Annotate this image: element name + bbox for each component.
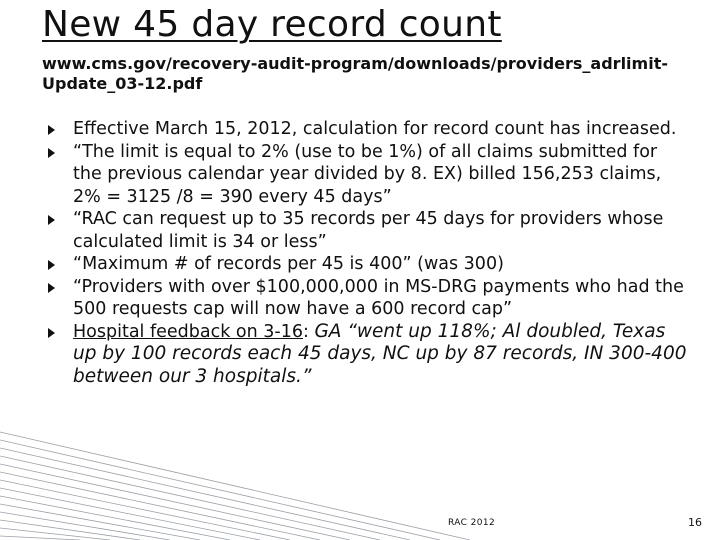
triangle-bullet-icon	[48, 125, 55, 135]
bullet-item	[48, 253, 688, 276]
bullet-item	[48, 141, 688, 209]
bullet-item	[48, 321, 688, 389]
bullet-item	[48, 208, 688, 253]
source-url: www.cms.gov/recovery-audit-program/downloads/providers_adrlimit-Update_03-12.pdf	[42, 54, 668, 93]
bullet-item	[48, 276, 688, 321]
triangle-bullet-icon	[48, 215, 55, 225]
triangle-bullet-icon	[48, 260, 55, 270]
decorative-lines	[0, 430, 470, 540]
bullet-separator: :	[303, 321, 315, 342]
page-number: 16	[688, 516, 702, 529]
slide-title: New 45 day record count	[42, 4, 502, 45]
bullet-text: “Providers with over $100,000,000 in MS-DRG payments who had the 500 requests cap will now have a 600 record cap”	[73, 276, 684, 319]
feedback-quote: GA “went up 118%; Al doubled, Texas up by 100 records each 45 days, NC up by 87 records, IN 300-400 between our 3 hospitals.”	[73, 320, 687, 387]
triangle-bullet-icon	[48, 148, 55, 158]
bullet-text: “RAC can request up to 35 records per 45 days for providers whose calculated limit is 34 or less”	[73, 209, 664, 252]
triangle-bullet-icon	[48, 283, 55, 293]
triangle-bullet-icon	[48, 328, 55, 338]
footer-text: RAC 2012	[448, 518, 496, 528]
hospital-feedback-link[interactable]: Hospital feedback on 3-16	[73, 321, 303, 342]
bullet-text: “Maximum # of records per 45 is 400” (was 300)	[73, 254, 504, 274]
bullet-text: Effective March 15, 2012, calculation for record count has increased.	[73, 119, 677, 139]
bullet-text: “The limit is equal to 2% (use to be 1%) of all claims submitted for the previous calendar year divided by 8. EX) billed 156,253 claims, 2% = 3125 /8 = 390 every 45 days”	[73, 141, 662, 207]
bullet-list	[48, 118, 688, 388]
bullet-item	[48, 118, 688, 141]
